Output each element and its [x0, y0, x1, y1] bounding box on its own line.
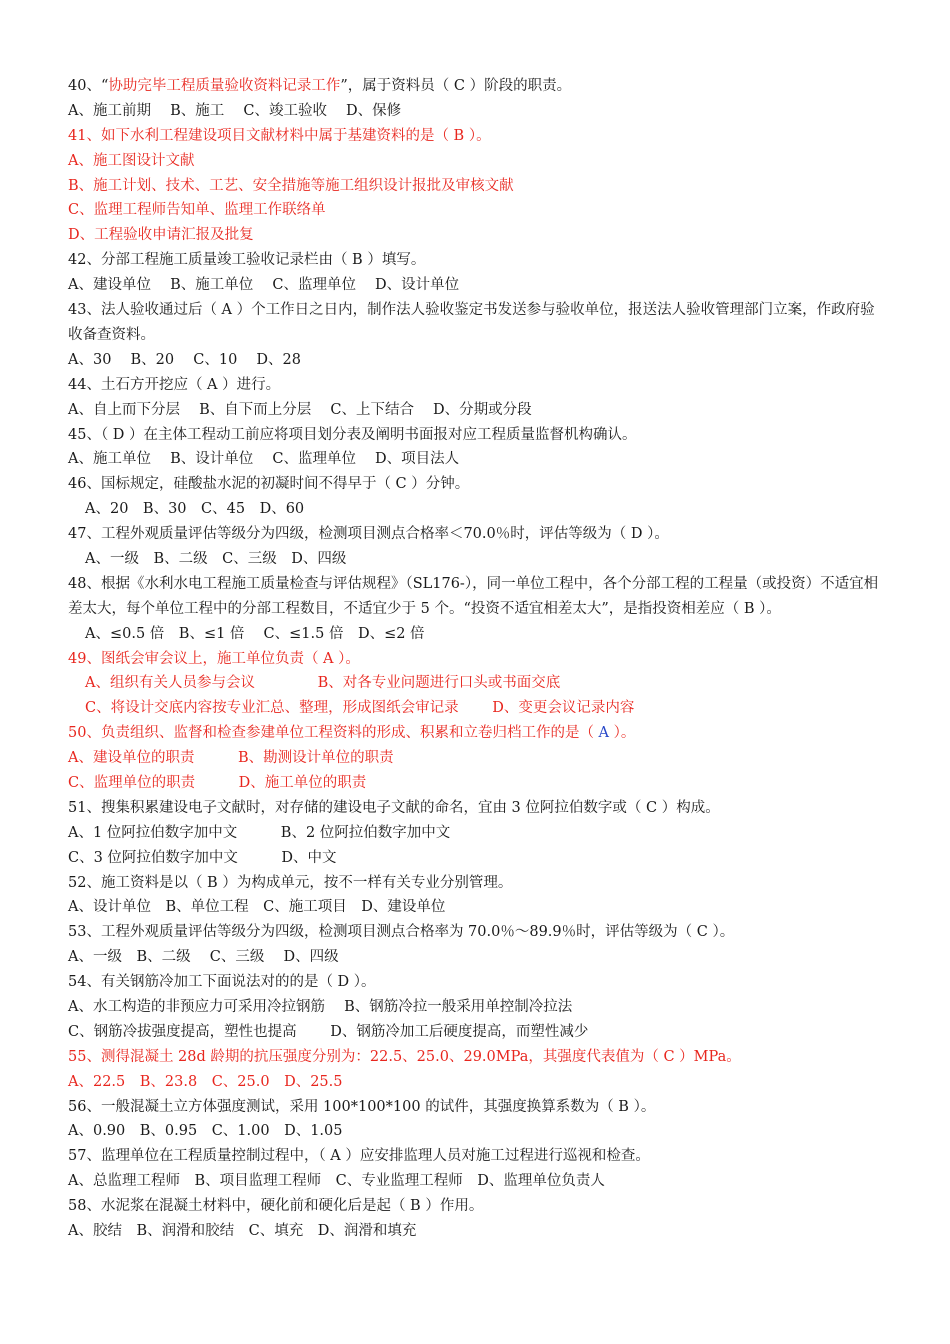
question-57: 57、监理单位在工程质量控制过程中，（ A ）应安排监理人员对施工过程进行巡视和检查。 — [68, 1148, 650, 1165]
options-46: A、20 B、30 C、45 D、60 — [85, 501, 305, 518]
options-43: A、30 B、20 C、10 D、28 — [68, 351, 301, 368]
question-46: 46、国标规定，硅酸盐水泥的初凝时间不得早于（ C ）分钟。 — [68, 476, 470, 493]
question-51: 51、搜集积累建设电子文献时，对存储的建设电子文献的命名，宜由 3 位阿拉伯数字或（ C ）构成。 — [68, 799, 720, 816]
question-41: 41、如下水利工程建设项目文献材料中属于基建资料的是（ B ）。 — [68, 127, 491, 144]
options-51-ab: A、1 位阿拉伯数字加中文 B、2 位阿拉伯数字加中文 — [68, 824, 451, 841]
question-54: 54、有关钢筋冷加工下面说法对的的是（ D ）。 — [68, 974, 376, 991]
options-50-ab: A、建设单位的职责 B、勘测设计单位的职责 — [68, 750, 394, 767]
options-42: A、建设单位 B、施工单位 C、监理单位 D、设计单位 — [68, 277, 460, 294]
options-48: A、≤0.5 倍 B、≤1 倍 C、≤1.5 倍 D、≤2 倍 — [85, 625, 425, 642]
options-49-ab: A、组织有关人员参与会议 B、对各专业问题进行口头或书面交底 — [85, 675, 561, 692]
question-55: 55、测得混凝土 28d 龄期的抗压强度分别为：22.5、25.0、29.0MPa，其强度代表值为（ C ）MPa。 — [68, 1048, 741, 1065]
options-53: A、一级 B、二级 C、三级 D、四级 — [68, 949, 339, 966]
question-45: 45、（ D ）在主体工程动工前应将项目划分表及阐明书面报对应工程质量监督机构确认。 — [68, 426, 637, 443]
options-54-cd: C、钢筋冷拔强度提高，塑性也提高 D、钢筋冷加工后硬度提高，而塑性减少 — [68, 1023, 589, 1040]
options-56: A、0.90 B、0.95 C、1.00 D、1.05 — [68, 1123, 343, 1140]
options-54-ab: A、水工构造的非预应力可采用冷拉钢筋 B、钢筋冷拉一般采用单控制冷拉法 — [68, 999, 573, 1016]
question-47: 47、工程外观质量评估等级分为四级，检测项目测点合格率＜70.0％时，评估等级为（ D ）。 — [68, 526, 669, 543]
question-56: 56、一般混凝土立方体强度测试，采用 100*100*100 的试件，其强度换算系数为（ B ）。 — [68, 1098, 656, 1115]
options-47: A、一级 B、二级 C、三级 D、四级 — [85, 550, 347, 567]
question-58: 58、水泥浆在混凝土材料中，硬化前和硬化后是起（ B ）作用。 — [68, 1198, 484, 1215]
options-40: A、施工前期 B、施工 C、竣工验收 D、保修 — [68, 102, 402, 119]
question-43: 43、法人验收通过后（ A ）个工作日之日内，制作法人验收鉴定书发送参与验收单位，报送法人验收管理部门立案，作政府验收备查资料。 — [68, 302, 875, 343]
options-57: A、总监理工程师 B、项目监理工程师 C、专业监理工程师 D、监理单位负责人 — [68, 1173, 605, 1190]
options-50-cd: C、监理单位的职责 D、施工单位的职责 — [68, 775, 367, 791]
question-52: 52、施工资料是以（ B ）为构成单元，按不一样有关专业分别管理。 — [68, 874, 513, 891]
option-41-a: A、施工图设计文献 — [68, 152, 195, 169]
options-45: A、施工单位 B、设计单位 C、监理单位 D、项目法人 — [68, 451, 460, 468]
options-49-cd: C、将设计交底内容按专业汇总、整理，形成图纸会审记录 D、变更会议记录内容 — [85, 700, 635, 717]
question-40-highlight: 协助完毕工程质量验收资料记录工作 — [108, 78, 341, 94]
options-51-cd: C、3 位阿拉伯数字加中文 D、中文 — [68, 849, 337, 866]
question-42: 42、分部工程施工质量竣工验收记录栏由（ B ）填写。 — [68, 252, 426, 269]
question-49: 49、图纸会审会议上，施工单位负责（ A ）。 — [68, 650, 360, 667]
answer-50: A — [593, 725, 614, 742]
option-41-c: C、监理工程师告知单、监理工作联络单 — [68, 202, 326, 219]
options-55: A、22.5 B、23.8 C、25.0 D、25.5 — [68, 1073, 343, 1090]
option-41-d: D、工程验收申请汇报及批复 — [68, 227, 254, 244]
question-50: 50、负责组织、监督和检查参建单位工程资料的形成、积累和立卷归档工作的是（ A ）。 — [68, 725, 636, 742]
options-44: A、自上而下分层 B、自下而上分层 C、上下结合 D、分期或分段 — [68, 401, 532, 418]
question-40: 40、“协助完毕工程质量验收资料记录工作”，属于资料员（ C ）阶段的职责。 — [68, 78, 572, 94]
options-58: A、胶结 B、润滑和胶结 C、填充 D、润滑和填充 — [68, 1223, 417, 1240]
options-52: A、设计单位 B、单位工程 C、施工项目 D、建设单位 — [68, 899, 446, 916]
question-44: 44、土石方开挖应（ A ）进行。 — [68, 376, 281, 393]
question-53: 53、工程外观质量评估等级分为四级，检测项目测点合格率为 70.0％～89.9％时，评估等级为（ C ）。 — [68, 924, 735, 941]
option-41-b: B、施工计划、技术、工艺、安全措施等施工组织设计报批及审核文献 — [68, 177, 514, 194]
question-48: 48、根据《水利水电工程施工质量检查与评估规程》（SL176-），同一单位工程中，各个分部工程的工程量（或投资）不适宜相差太大，每个单位工程中的分部工程数目，不适宜少于 5 个。“投资不适宜相差太大”，是指投资相差应（ B ）。 — [68, 575, 879, 617]
document-page — [68, 74, 888, 1244]
